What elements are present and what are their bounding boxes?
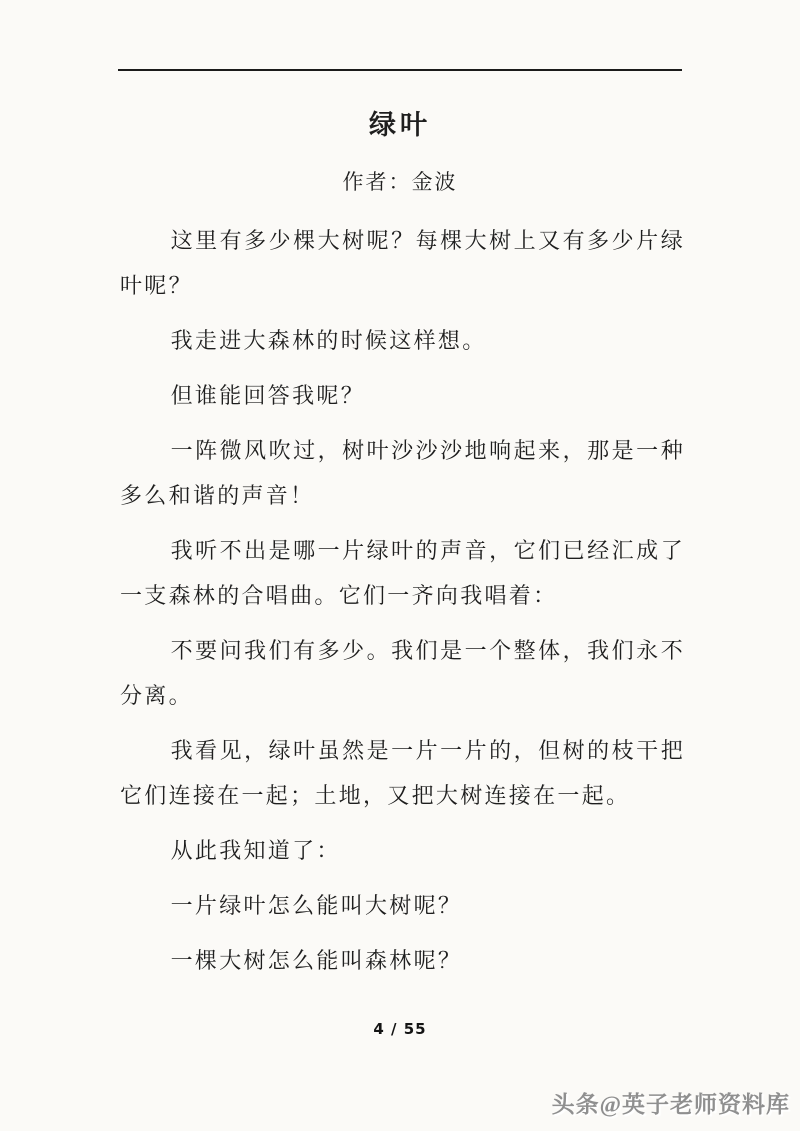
header-divider bbox=[118, 69, 682, 71]
paragraph: 但谁能回答我呢？ bbox=[170, 383, 365, 408]
paragraph: 我听不出是哪一片绿叶的声音，它们已经汇成了一支森林的合唱曲。它们一齐向我唱着： bbox=[120, 538, 685, 608]
paragraph: 不要问我们有多少。我们是一个整体，我们永不分离。 bbox=[120, 638, 685, 708]
paragraph: 从此我知道了： bbox=[170, 838, 341, 863]
author-byline: 作者：金波 bbox=[342, 170, 458, 194]
document-body bbox=[120, 218, 685, 993]
page-number: 4 / 55 bbox=[373, 1020, 427, 1038]
paragraph: 一棵大树怎么能叫森林呢？ bbox=[170, 948, 463, 973]
paragraph: 一片绿叶怎么能叫大树呢？ bbox=[170, 893, 463, 918]
paragraph: 我看见，绿叶虽然是一片一片的，但树的枝干把它们连接在一起；土地，又把大树连接在一起。 bbox=[120, 738, 685, 808]
paragraph: 这里有多少棵大树呢？每棵大树上又有多少片绿叶呢？ bbox=[120, 228, 685, 298]
page-title: 绿叶 bbox=[369, 110, 431, 140]
watermark: 头条@英子老师资料库 bbox=[551, 1092, 790, 1117]
paragraph: 一阵微风吹过，树叶沙沙沙地响起来，那是一种多么和谐的声音！ bbox=[120, 438, 685, 508]
paragraph: 我走进大森林的时候这样想。 bbox=[170, 328, 487, 353]
